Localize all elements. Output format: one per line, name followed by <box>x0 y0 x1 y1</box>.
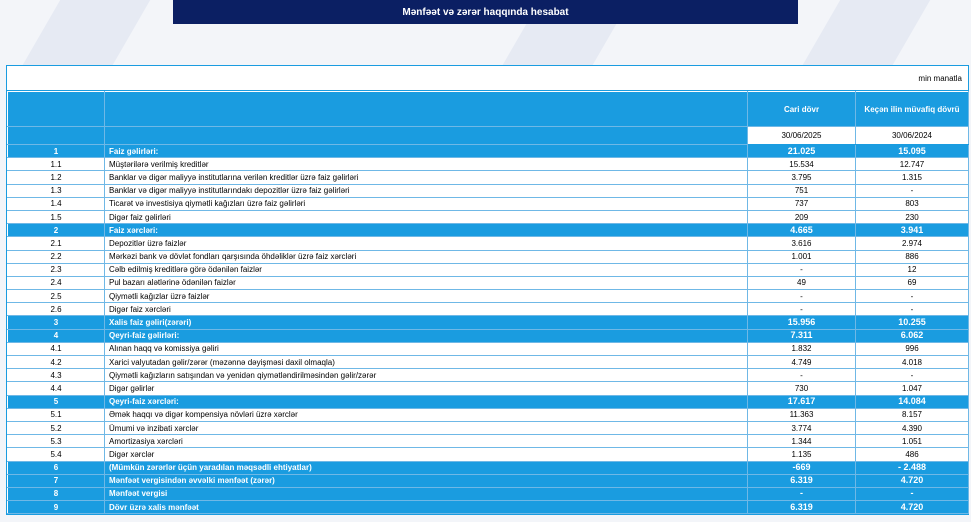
prior-value: 996 <box>856 342 969 355</box>
row-number: 5.1 <box>8 408 105 421</box>
prior-value: 12 <box>856 263 969 276</box>
prior-value: 10.255 <box>856 316 969 329</box>
table-row <box>8 303 969 316</box>
section-row <box>8 224 969 237</box>
row-number: 6 <box>8 461 105 474</box>
current-value: 1.832 <box>748 342 856 355</box>
prior-value: 6.062 <box>856 329 969 342</box>
table-row <box>8 250 969 263</box>
row-number: 2.6 <box>8 303 105 316</box>
prior-value: 1.047 <box>856 382 969 395</box>
row-label: Qeyri-faiz gəlirləri: <box>105 329 748 342</box>
table-row <box>8 276 969 289</box>
table-row <box>8 356 969 369</box>
row-label: Qiymətli kağızların satışından və yenidən qiymətləndirilməsindən gəlir/zərər <box>105 369 748 382</box>
section-row <box>8 395 969 408</box>
prior-value: 1.051 <box>856 435 969 448</box>
prior-value: 12.747 <box>856 158 969 171</box>
table-row <box>8 382 969 395</box>
row-number: 5 <box>8 395 105 408</box>
prior-value: - <box>856 184 969 197</box>
row-label: Qeyri-faiz xərcləri: <box>105 395 748 408</box>
table-row <box>8 448 969 461</box>
row-label: Alınan haqq və komissiya gəliri <box>105 342 748 355</box>
row-label: Banklar və digər maliyyə institutlarındakı depozitlər üzrə faiz gəlirləri <box>105 184 748 197</box>
row-number: 4.2 <box>8 356 105 369</box>
row-label: Pul bazarı alətlərinə ödənilən faizlər <box>105 276 748 289</box>
row-label: Ümumi və inzibati xərclər <box>105 421 748 434</box>
section-row <box>8 474 969 487</box>
prior-value: 8.157 <box>856 408 969 421</box>
row-label: (Mümkün zərərlər üçün yaradılan məqsədli ehtiyatlar) <box>105 461 748 474</box>
header-row <box>8 92 969 127</box>
row-number: 4 <box>8 329 105 342</box>
prior-value: - <box>856 487 969 500</box>
row-label: Digər gəlirlər <box>105 382 748 395</box>
table-row <box>8 158 969 171</box>
prior-value: 3.941 <box>856 224 969 237</box>
row-number: 1.4 <box>8 197 105 210</box>
row-label: Xarici valyutadan gəlir/zərər (məzənnə dəyişməsi daxil olmaqla) <box>105 356 748 369</box>
row-number: 1.2 <box>8 171 105 184</box>
row-number: 8 <box>8 487 105 500</box>
row-label: Müştərilərə verilmiş kreditlər <box>105 158 748 171</box>
prior-value: 4.720 <box>856 501 969 514</box>
row-label: Amortizasiya xərcləri <box>105 435 748 448</box>
current-value: 21.025 <box>748 145 856 158</box>
section-row <box>8 461 969 474</box>
current-date: 30/06/2025 <box>748 127 856 145</box>
current-value: 4.749 <box>748 356 856 369</box>
prior-value: 2.974 <box>856 237 969 250</box>
section-row <box>8 501 969 514</box>
current-value: 15.956 <box>748 316 856 329</box>
row-label: Cəlb edilmiş kreditlərə görə ödənilən faizlər <box>105 263 748 276</box>
row-number: 9 <box>8 501 105 514</box>
prior-value: - <box>856 369 969 382</box>
header-blank <box>105 127 748 145</box>
current-value: - <box>748 290 856 303</box>
table-row <box>8 290 969 303</box>
row-number: 5.4 <box>8 448 105 461</box>
table-row <box>8 435 969 448</box>
table-row <box>8 263 969 276</box>
row-number: 5.2 <box>8 421 105 434</box>
prior-value: 14.084 <box>856 395 969 408</box>
row-label: Faiz gəlirləri: <box>105 145 748 158</box>
table-row <box>8 197 969 210</box>
row-label: Digər faiz xərcləri <box>105 303 748 316</box>
row-number: 5.3 <box>8 435 105 448</box>
row-number: 2.5 <box>8 290 105 303</box>
current-value: 49 <box>748 276 856 289</box>
prior-date: 30/06/2024 <box>856 127 969 145</box>
row-label: Faiz xərcləri: <box>105 224 748 237</box>
unit-label: min manatla <box>7 66 968 91</box>
prior-value: - 2.488 <box>856 461 969 474</box>
current-value: 1.344 <box>748 435 856 448</box>
row-label: Ticarət və investisiya qiymətli kağızları üzrə faiz gəlirləri <box>105 197 748 210</box>
row-number: 1.1 <box>8 158 105 171</box>
date-row <box>8 127 969 145</box>
prior-period-header: Keçən ilin müvafiq dövrü <box>856 92 969 127</box>
current-value: - <box>748 369 856 382</box>
section-row <box>8 329 969 342</box>
section-row <box>8 145 969 158</box>
table-row <box>8 421 969 434</box>
row-label: Əmək haqqı və digər kompensiya növləri üzrə xərclər <box>105 408 748 421</box>
row-label: Xalis faiz gəliri(zərəri) <box>105 316 748 329</box>
current-value: 7.311 <box>748 329 856 342</box>
row-label: Digər xərclər <box>105 448 748 461</box>
section-row <box>8 487 969 500</box>
row-number: 2.3 <box>8 263 105 276</box>
prior-value: 803 <box>856 197 969 210</box>
row-label: Mənfəət vergisi <box>105 487 748 500</box>
current-value: 11.363 <box>748 408 856 421</box>
current-value: - <box>748 263 856 276</box>
prior-value: - <box>856 290 969 303</box>
prior-value: - <box>856 303 969 316</box>
current-value: 4.665 <box>748 224 856 237</box>
prior-value: 230 <box>856 210 969 223</box>
current-value: 15.534 <box>748 158 856 171</box>
row-number: 4.1 <box>8 342 105 355</box>
table-row <box>8 184 969 197</box>
row-number: 4.4 <box>8 382 105 395</box>
row-number: 1.5 <box>8 210 105 223</box>
row-label: Mərkəzi bank və dövlət fondları qarşısında öhdəliklər üzrə faiz xərcləri <box>105 250 748 263</box>
current-value: 3.795 <box>748 171 856 184</box>
header-blank <box>8 127 105 145</box>
current-value: 1.135 <box>748 448 856 461</box>
current-value: 209 <box>748 210 856 223</box>
current-value: - <box>748 303 856 316</box>
prior-value: 4.018 <box>856 356 969 369</box>
prior-value: 486 <box>856 448 969 461</box>
header-blank <box>105 92 748 127</box>
row-label: Depozitlər üzrə faizlər <box>105 237 748 250</box>
section-row <box>8 316 969 329</box>
prior-value: 4.720 <box>856 474 969 487</box>
prior-value: 886 <box>856 250 969 263</box>
current-value: 730 <box>748 382 856 395</box>
current-period-header: Cari dövr <box>748 92 856 127</box>
prior-value: 1.315 <box>856 171 969 184</box>
current-value: 751 <box>748 184 856 197</box>
table-row <box>8 369 969 382</box>
current-value: 3.616 <box>748 237 856 250</box>
current-value: 737 <box>748 197 856 210</box>
background-decoration <box>20 0 150 70</box>
current-value: 6.319 <box>748 474 856 487</box>
income-statement <box>6 65 969 515</box>
current-value: 6.319 <box>748 501 856 514</box>
row-number: 7 <box>8 474 105 487</box>
row-label: Banklar və digər maliyyə institutlarına verilən kreditlər üzrə faiz gəlirləri <box>105 171 748 184</box>
page-title: Mənfəət və zərər haqqında hesabat <box>173 0 798 24</box>
current-value: 3.774 <box>748 421 856 434</box>
table-row <box>8 171 969 184</box>
table-row <box>8 342 969 355</box>
row-number: 1 <box>8 145 105 158</box>
row-number: 2.1 <box>8 237 105 250</box>
income-table <box>7 91 969 514</box>
row-label: Digər faiz gəlirləri <box>105 210 748 223</box>
row-label: Mənfəət vergisindən əvvəlki mənfəət (zərər) <box>105 474 748 487</box>
row-number: 4.3 <box>8 369 105 382</box>
header-blank <box>8 92 105 127</box>
table-row <box>8 237 969 250</box>
row-number: 2.2 <box>8 250 105 263</box>
current-value: - <box>748 487 856 500</box>
row-number: 2.4 <box>8 276 105 289</box>
table-row <box>8 408 969 421</box>
table-row <box>8 210 969 223</box>
prior-value: 4.390 <box>856 421 969 434</box>
row-number: 2 <box>8 224 105 237</box>
current-value: 17.617 <box>748 395 856 408</box>
row-label: Dövr üzrə xalis mənfəət <box>105 501 748 514</box>
prior-value: 15.095 <box>856 145 969 158</box>
prior-value: 69 <box>856 276 969 289</box>
current-value: -669 <box>748 461 856 474</box>
row-number: 3 <box>8 316 105 329</box>
row-label: Qiymətli kağızlar üzrə faizlər <box>105 290 748 303</box>
background-decoration <box>800 0 930 70</box>
current-value: 1.001 <box>748 250 856 263</box>
row-number: 1.3 <box>8 184 105 197</box>
